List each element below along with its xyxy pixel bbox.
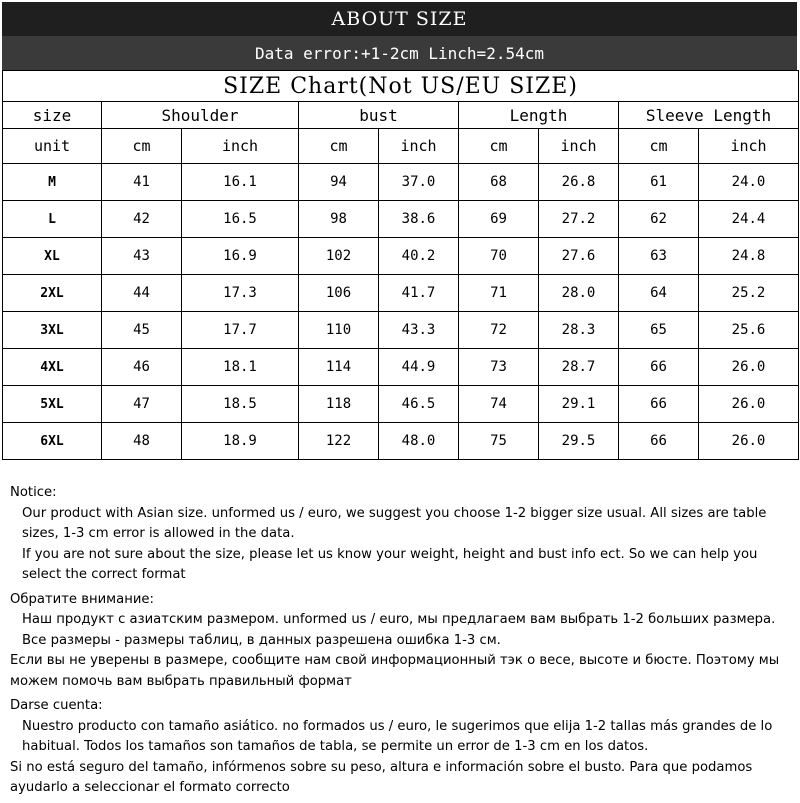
notice-heading-es: Darse cuenta: bbox=[10, 698, 103, 713]
table-row bbox=[3, 238, 799, 275]
cell-length-inch: 29.1 bbox=[539, 386, 619, 423]
cell-length-cm: 74 bbox=[459, 386, 539, 423]
table-row bbox=[3, 423, 799, 460]
page-title: ABOUT SIZE bbox=[2, 2, 797, 36]
cell-shoulder-inch: 16.9 bbox=[182, 238, 299, 275]
cell-length-inch: 28.7 bbox=[539, 349, 619, 386]
cell-shoulder-cm: 45 bbox=[102, 312, 182, 349]
cell-length-cm: 69 bbox=[459, 201, 539, 238]
cell-bust-inch: 37.0 bbox=[379, 164, 459, 201]
cell-sleeve-inch: 26.0 bbox=[699, 386, 799, 423]
unit-sleeve-cm: cm bbox=[619, 129, 699, 164]
cell-length-cm: 72 bbox=[459, 312, 539, 349]
cell-length-cm: 73 bbox=[459, 349, 539, 386]
cell-sleeve-cm: 61 bbox=[619, 164, 699, 201]
unit-shoulder-cm: cm bbox=[102, 129, 182, 164]
cell-length-inch: 27.6 bbox=[539, 238, 619, 275]
cell-shoulder-inch: 17.7 bbox=[182, 312, 299, 349]
cell-sleeve-cm: 63 bbox=[619, 238, 699, 275]
notice-paragraph-es-1: Nuestro producto con tamaño asiático. no formados us / euro, le sugerimos que elija 1-2 tallas más grandes de lo habitual. Todos los tamaños son tamaños de tabla, se permite un error de 1-3 cm en los datos. bbox=[22, 718, 773, 754]
cell-length-inch: 28.3 bbox=[539, 312, 619, 349]
cell-bust-inch: 44.9 bbox=[379, 349, 459, 386]
unit-bust-cm: cm bbox=[299, 129, 379, 164]
cell-size: L bbox=[3, 201, 102, 238]
cell-bust-cm: 122 bbox=[299, 423, 379, 460]
table-row bbox=[3, 349, 799, 386]
cell-shoulder-inch: 18.5 bbox=[182, 386, 299, 423]
cell-shoulder-inch: 16.1 bbox=[182, 164, 299, 201]
cell-length-cm: 75 bbox=[459, 423, 539, 460]
cell-sleeve-cm: 64 bbox=[619, 275, 699, 312]
size-chart-table bbox=[2, 70, 799, 460]
notice-spanish bbox=[10, 696, 792, 799]
unit-shoulder-inch: inch bbox=[182, 129, 299, 164]
cell-bust-cm: 118 bbox=[299, 386, 379, 423]
cell-length-inch: 28.0 bbox=[539, 275, 619, 312]
cell-length-cm: 70 bbox=[459, 238, 539, 275]
cell-length-cm: 71 bbox=[459, 275, 539, 312]
cell-shoulder-cm: 47 bbox=[102, 386, 182, 423]
cell-shoulder-inch: 16.5 bbox=[182, 201, 299, 238]
cell-shoulder-inch: 17.3 bbox=[182, 275, 299, 312]
unit-bust-inch: inch bbox=[379, 129, 459, 164]
cell-size: 3XL bbox=[3, 312, 102, 349]
notice-russian bbox=[10, 590, 792, 693]
cell-bust-inch: 41.7 bbox=[379, 275, 459, 312]
cell-sleeve-inch: 26.0 bbox=[699, 423, 799, 460]
cell-bust-cm: 110 bbox=[299, 312, 379, 349]
cell-size: 2XL bbox=[3, 275, 102, 312]
cell-sleeve-cm: 66 bbox=[619, 423, 699, 460]
cell-shoulder-cm: 41 bbox=[102, 164, 182, 201]
unit-sleeve-inch: inch bbox=[699, 129, 799, 164]
cell-length-inch: 27.2 bbox=[539, 201, 619, 238]
notice-heading-en: Notice: bbox=[10, 485, 57, 500]
table-row bbox=[3, 312, 799, 349]
cell-sleeve-cm: 62 bbox=[619, 201, 699, 238]
cell-shoulder-cm: 42 bbox=[102, 201, 182, 238]
cell-sleeve-inch: 26.0 bbox=[699, 349, 799, 386]
cell-bust-cm: 114 bbox=[299, 349, 379, 386]
cell-bust-inch: 40.2 bbox=[379, 238, 459, 275]
notice-section bbox=[10, 483, 792, 803]
header-bust: bust bbox=[299, 102, 459, 129]
cell-bust-cm: 98 bbox=[299, 201, 379, 238]
cell-sleeve-inch: 25.6 bbox=[699, 312, 799, 349]
header-size: size bbox=[3, 102, 102, 129]
cell-size: 5XL bbox=[3, 386, 102, 423]
cell-shoulder-cm: 48 bbox=[102, 423, 182, 460]
unit-length-inch: inch bbox=[539, 129, 619, 164]
notice-english bbox=[10, 483, 792, 586]
cell-size: XL bbox=[3, 238, 102, 275]
cell-shoulder-inch: 18.1 bbox=[182, 349, 299, 386]
notice-paragraph-ru-2: Если вы не уверены в размере, сообщите нам свой информационный тэк о весе, высоте и бюсте. Поэтому мы можем помочь вам выбрать правильный формат bbox=[10, 653, 780, 689]
cell-shoulder-inch: 18.9 bbox=[182, 423, 299, 460]
unit-length-cm: cm bbox=[459, 129, 539, 164]
notice-heading-ru: Обратите внимание: bbox=[10, 591, 154, 607]
notice-paragraph-en-1: Our product with Asian size. unformed us / euro, we suggest you choose 1-2 bigger size usual. All sizes are table sizes, 1-3 cm error is allowed in the data. bbox=[22, 505, 767, 541]
chart-title: SIZE Chart(Not US/EU SIZE) bbox=[3, 71, 799, 102]
cell-bust-cm: 102 bbox=[299, 238, 379, 275]
cell-sleeve-inch: 24.8 bbox=[699, 238, 799, 275]
notice-paragraph-ru-1: Наш продукт с азиатским размером. unformed us / euro, мы предлагаем вам выбрать 1-2 больших размера. Все размеры - размеры таблиц, в данных разрешена ошибка 1-3 см. bbox=[22, 612, 776, 648]
cell-bust-inch: 38.6 bbox=[379, 201, 459, 238]
cell-length-inch: 29.5 bbox=[539, 423, 619, 460]
cell-bust-cm: 106 bbox=[299, 275, 379, 312]
cell-sleeve-inch: 24.4 bbox=[699, 201, 799, 238]
cell-shoulder-cm: 44 bbox=[102, 275, 182, 312]
cell-sleeve-cm: 65 bbox=[619, 312, 699, 349]
cell-bust-inch: 46.5 bbox=[379, 386, 459, 423]
cell-shoulder-cm: 43 bbox=[102, 238, 182, 275]
notice-paragraph-en-2: If you are not sure about the size, please let us know your weight, height and bust info ect. So we can help you select the correct format bbox=[22, 546, 758, 582]
unit-label: unit bbox=[3, 129, 102, 164]
header-sleeve-length: Sleeve Length bbox=[619, 102, 799, 129]
notice-paragraph-es-2: Si no está seguro del tamaño, infórmenos sobre su peso, altura e información sobre el busto. Para que podamos ayudarlo a seleccionar el formato correcto bbox=[10, 759, 753, 795]
size-rows bbox=[3, 164, 799, 460]
cell-sleeve-cm: 66 bbox=[619, 386, 699, 423]
cell-sleeve-inch: 24.0 bbox=[699, 164, 799, 201]
cell-size: 6XL bbox=[3, 423, 102, 460]
cell-size: M bbox=[3, 164, 102, 201]
cell-length-cm: 68 bbox=[459, 164, 539, 201]
data-error-note: Data error:+1-2cm Linch=2.54cm bbox=[2, 36, 797, 70]
cell-bust-inch: 43.3 bbox=[379, 312, 459, 349]
cell-sleeve-cm: 66 bbox=[619, 349, 699, 386]
table-row bbox=[3, 275, 799, 312]
cell-length-inch: 26.8 bbox=[539, 164, 619, 201]
cell-sleeve-inch: 25.2 bbox=[699, 275, 799, 312]
table-row bbox=[3, 164, 799, 201]
cell-shoulder-cm: 46 bbox=[102, 349, 182, 386]
cell-size: 4XL bbox=[3, 349, 102, 386]
cell-bust-inch: 48.0 bbox=[379, 423, 459, 460]
table-row bbox=[3, 201, 799, 238]
cell-bust-cm: 94 bbox=[299, 164, 379, 201]
header-shoulder: Shoulder bbox=[102, 102, 299, 129]
header-length: Length bbox=[459, 102, 619, 129]
table-row bbox=[3, 386, 799, 423]
